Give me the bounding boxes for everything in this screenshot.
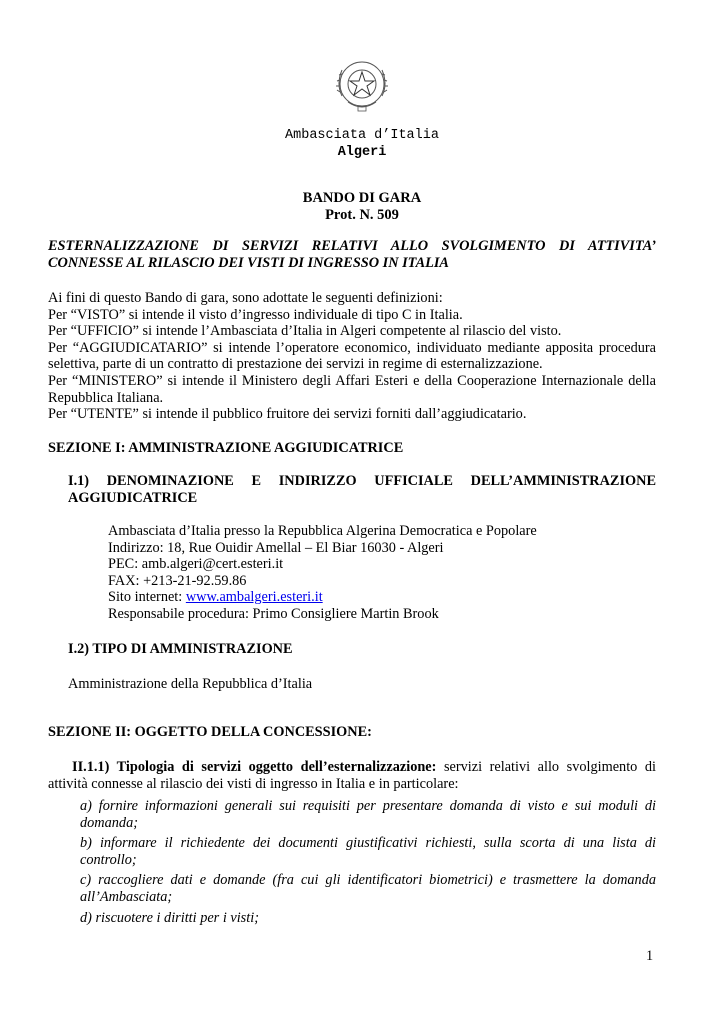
definitions-intro: Ai fini di questo Bando di gara, sono adottate le seguenti definizioni: bbox=[48, 290, 443, 306]
embassy-name: Ambasciata d’Italia bbox=[285, 128, 439, 143]
website-label: Sito internet: bbox=[108, 589, 186, 606]
definition-visto: Per “VISTO” si intende il visto d’ingresso individuale di tipo C in Italia. bbox=[48, 306, 463, 323]
list-item: c) raccogliere dati e domande (fra cui gli identificatori biometrici) e trasmettere la domanda all’Ambasciata; bbox=[80, 872, 656, 905]
list-item: d) riscuotere i diritti per i visti; bbox=[80, 909, 259, 926]
administration-type: Amministrazione della Repubblica d’Italia bbox=[68, 676, 313, 692]
contact-address-block bbox=[108, 523, 537, 623]
address-name: Ambasciata d’Italia presso la Repubblica Algerina Democratica e Popolare bbox=[108, 523, 537, 539]
document-title: BANDO DI GARA bbox=[302, 190, 422, 206]
subject-line-2: CONNESSE AL RILASCIO DEI VISTI DI INGRESSO IN ITALIA bbox=[48, 254, 449, 271]
subsection-i2-heading: I.2) TIPO DI AMMINISTRAZIONE bbox=[68, 641, 293, 657]
subsection-ii11-line-2: attività connesse al rilascio dei visti di ingresso in Italia e in particolare: bbox=[48, 775, 459, 792]
subsection-i1-heading bbox=[68, 473, 656, 506]
section-2-heading: SEZIONE II: OGGETTO DELLA CONCESSIONE: bbox=[48, 724, 372, 740]
definition-utente: Per “UTENTE” si intende il pubblico fruitore dei servizi forniti dall’aggiudicatario. bbox=[48, 406, 527, 423]
address-responsabile: Responsabile procedura: Primo Consigliere Martin Brook bbox=[108, 605, 439, 622]
address-fax: FAX: +213-21-92.59.86 bbox=[108, 572, 247, 589]
list-item: b) informare il richiedente dei documenti giustificativi richiesti, sulla scorta di una lista di controllo; bbox=[80, 835, 656, 868]
definitions bbox=[48, 290, 656, 423]
address-street: Indirizzo: 18, Rue Ouidir Amellal – El Biar 16030 - Algeri bbox=[108, 539, 444, 556]
address-pec: PEC: amb.algeri@cert.esteri.it bbox=[108, 556, 284, 573]
embassy-city: Algeri bbox=[337, 145, 387, 160]
subject-line-1: ESTERNALIZZAZIONE DI SERVIZI RELATIVI ALLO SVOLGIMENTO DI ATTIVITA’ bbox=[48, 238, 656, 254]
subsection-ii11 bbox=[48, 759, 656, 792]
definition-aggiudicatario: Per “AGGIUDICATARIO” si intende l’operatore economico, individuato mediante apposita procedura selettiva, parte di un contratto di prestazione dei servizi in regime di esternalizzazione. bbox=[48, 339, 656, 373]
service-list bbox=[80, 798, 656, 930]
subject-heading bbox=[48, 238, 656, 271]
subsection-ii11-line-1 bbox=[48, 759, 656, 776]
subsection-i1-line-1: I.1) DENOMINAZIONE E INDIRIZZO UFFICIALE DELL’AMMINISTRAZIONE bbox=[68, 473, 656, 489]
section-1-heading: SEZIONE I: AMMINISTRAZIONE AGGIUDICATRICE bbox=[48, 440, 404, 456]
subsection-ii11-text: servizi relativi allo svolgimento di bbox=[436, 759, 656, 775]
italian-republic-emblem-icon bbox=[334, 56, 390, 116]
page-number: 1 bbox=[646, 948, 654, 964]
list-item: a) fornire informazioni generali sui requisiti per presentare domanda di visto e sui moduli di domanda; bbox=[80, 798, 656, 831]
address-website bbox=[108, 589, 537, 606]
subsection-ii11-title: II.1.1) Tipologia di servizi oggetto dell’esternalizzazione: bbox=[72, 759, 437, 775]
subsection-i1-line-2: AGGIUDICATRICE bbox=[68, 489, 198, 506]
protocol-number: Prot. N. 509 bbox=[325, 207, 399, 223]
definition-ministero: Per “MINISTERO” si intende il Ministero degli Affari Esteri e della Cooperazione Internazionale della Repubblica Italiana. bbox=[48, 372, 656, 406]
website-link[interactable]: www.ambalgeri.esteri.it bbox=[185, 589, 323, 606]
definition-ufficio: Per “UFFICIO” si intende l’Ambasciata d’Italia in Algeri competente al rilascio del visto. bbox=[48, 323, 562, 340]
